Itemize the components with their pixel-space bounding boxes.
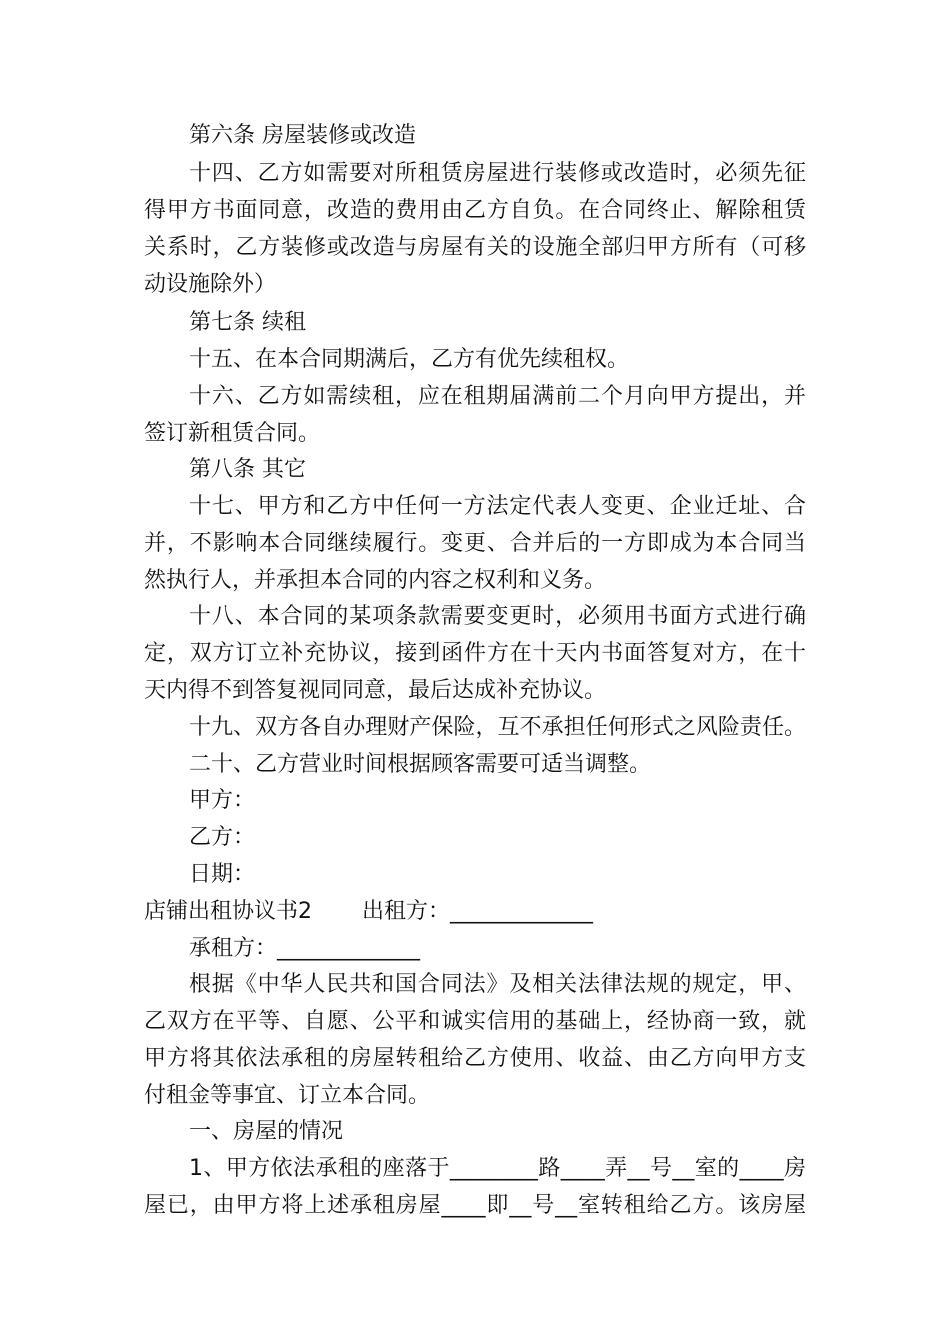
lessee-field: 承租方：_____________ [189,936,421,961]
section-heading-1: 一、房屋的情况 [189,1119,344,1144]
document-title: 店铺出租协议书2 [144,899,312,924]
paragraph-line: 签订新租赁合同。 [144,421,321,446]
paragraph-line: 十八、本合同的某项条款需要变更时，必须用书面方式进行确 [189,604,806,629]
paragraph-line: 甲方将其依法承租的房屋转租给乙方使用、收益、由乙方向甲方支 [144,1046,806,1071]
signature-date: 日期： [189,862,256,887]
paragraph-line: 1、甲方依法承租的座落于________路____弄__号__室的____房 [189,1156,806,1181]
paragraph-line: 二十、乙方营业时间根据顾客需要可适当调整。 [189,752,652,777]
section-heading-7: 第七条 续租 [189,310,306,335]
paragraph-line: 十九、双方各自办理财产保险，互不承担任何形式之风险责任。 [189,715,806,740]
paragraph-line: 关系时，乙方装修或改造与房屋有关的设施全部归甲方所有（可移 [144,235,806,260]
section-heading-6: 第六条 房屋装修或改造 [189,123,416,148]
paragraph-line: 定，双方订立补充协议，接到函件方在十天内书面答复对方，在十 [144,641,806,666]
paragraph-line: 十四、乙方如需要对所租赁房屋进行装修或改造时，必须先征 [189,161,806,186]
paragraph-line: 根据《中华人民共和国合同法》及相关法律法规的规定，甲、 [189,972,806,997]
paragraph-line: 十七、甲方和乙方中任何一方法定代表人变更、企业迁址、合 [189,494,806,519]
paragraph-line: 并，不影响本合同继续履行。变更、合并后的一方即成为本合同当 [144,531,806,556]
paragraph-line: 屋已，由甲方将上述承租房屋____即__号__室转租给乙方。该房屋 [144,1193,806,1218]
paragraph-line: 天内得不到答复视同同意，最后达成补充协议。 [144,678,607,703]
paragraph-line: 得甲方书面同意，改造的费用由乙方自负。在合同终止、解除租赁 [144,198,806,223]
signature-party-a: 甲方： [189,788,256,813]
paragraph-line: 付租金等事宜、订立本合同。 [144,1083,431,1108]
paragraph-line: 动设施除外） [144,272,277,297]
signature-party-b: 乙方： [189,825,256,850]
paragraph-line: 乙双方在平等、自愿、公平和诚实信用的基础上，经协商一致，就 [144,1009,806,1034]
paragraph-line: 然执行人，并承担本合同的内容之权利和义务。 [144,568,607,593]
lessor-field: 出租方：_____________ [362,899,594,924]
paragraph-line: 十六、乙方如需续租，应在租期届满前二个月向甲方提出，并 [189,384,806,409]
paragraph-line: 十五、在本合同期满后，乙方有优先续租权。 [189,347,630,372]
section-heading-8: 第八条 其它 [189,457,306,482]
